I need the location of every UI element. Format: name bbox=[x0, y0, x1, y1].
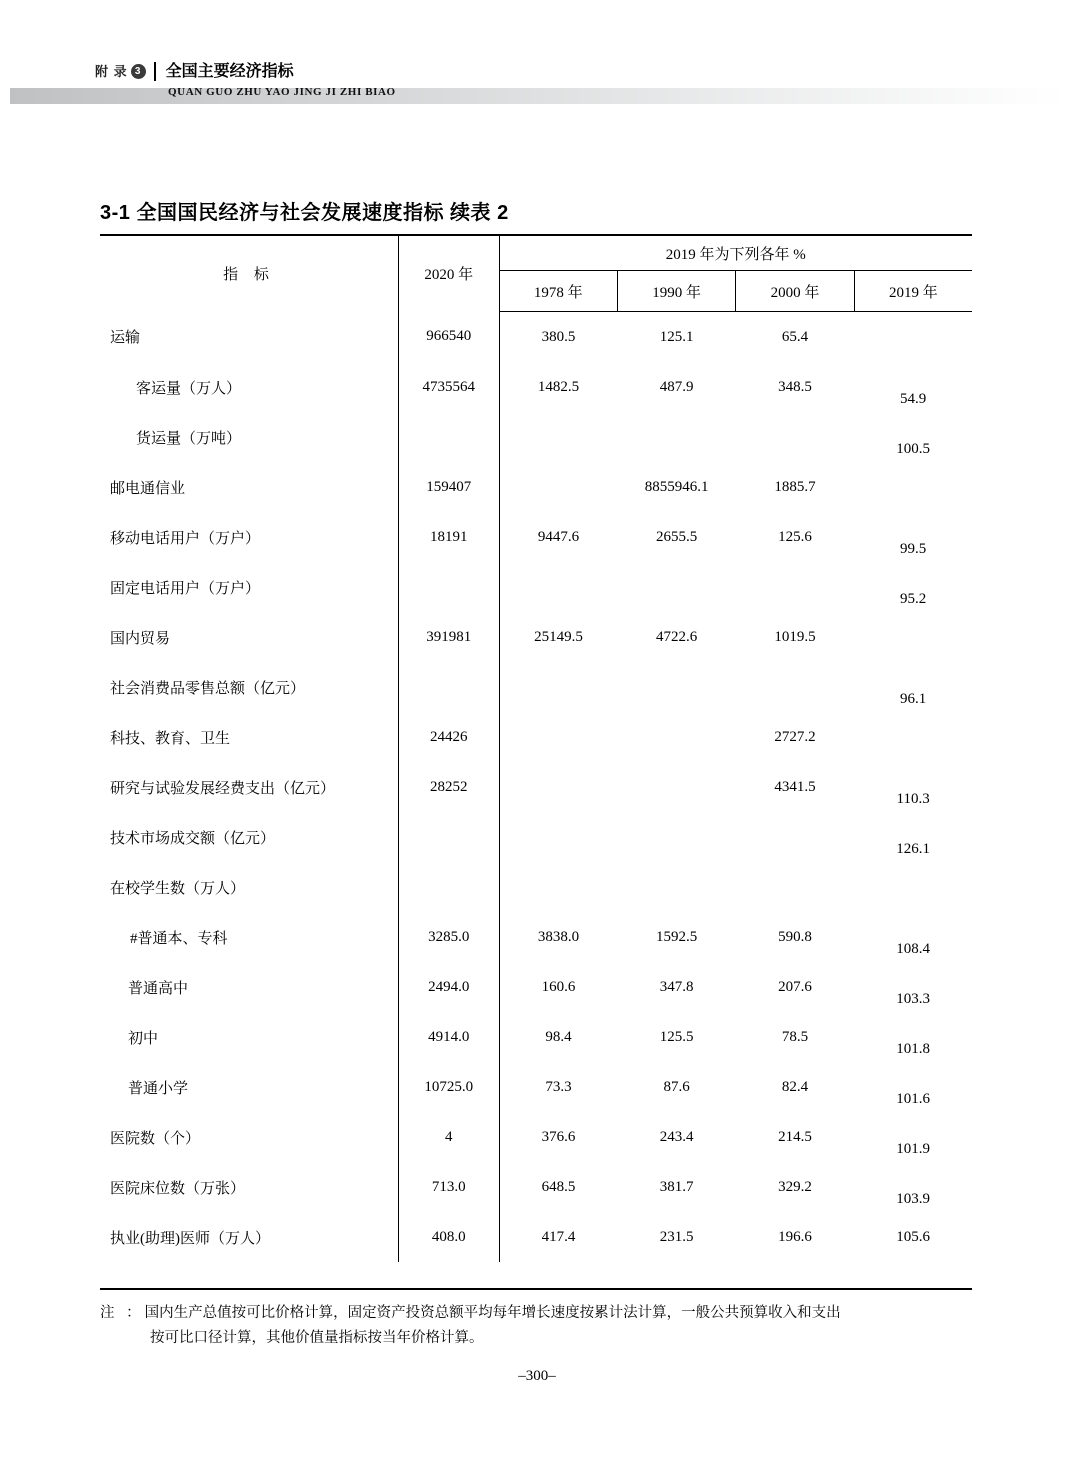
row-label: #普通本、专科 bbox=[100, 912, 398, 962]
cell-1990 bbox=[617, 862, 736, 912]
cell-2020: 391981 bbox=[398, 612, 499, 662]
table-row bbox=[100, 662, 972, 712]
cell-1978: 376.6 bbox=[541, 1128, 576, 1145]
cell-2020: 28252 bbox=[398, 762, 499, 812]
column-header-2000: 2000 年 bbox=[736, 271, 854, 312]
cell-2019: 101.9 bbox=[896, 1140, 930, 1157]
cell-2000 bbox=[736, 662, 854, 712]
column-header-1990: 1990 年 bbox=[617, 271, 736, 312]
table-row bbox=[100, 762, 972, 812]
cell-2019: 99.5 bbox=[899, 540, 927, 557]
cell-1978: 25149.5 bbox=[534, 628, 583, 645]
column-header-indicator: 指 标 bbox=[100, 235, 398, 312]
cell-2000: 348.5 bbox=[778, 378, 812, 395]
note-line-2: 按可比口径计算，其他价值量指标按当年价格计算。 bbox=[150, 1330, 484, 1346]
cell-2019: 103.3 bbox=[896, 990, 930, 1007]
cell-2020: 4735564 bbox=[398, 362, 499, 412]
cell-2020 bbox=[398, 412, 499, 462]
header-inner bbox=[95, 62, 294, 81]
cell-2019: 108.4 bbox=[896, 940, 930, 957]
cell-1978: 160.6 bbox=[541, 978, 576, 995]
table-row bbox=[100, 862, 972, 912]
cell-1978: 380.5 bbox=[541, 328, 576, 345]
column-header-1978: 1978 年 bbox=[499, 271, 617, 312]
cell-2000: 78.5 bbox=[781, 1028, 809, 1045]
cell-2020: 24426 bbox=[398, 712, 499, 762]
row-label: 科技、教育、卫生 bbox=[100, 712, 398, 762]
cell-2019: 54.9 bbox=[899, 390, 927, 407]
cell-2020 bbox=[398, 662, 499, 712]
cell-2000: 2727.2 bbox=[774, 728, 816, 745]
table-row bbox=[100, 712, 972, 762]
cell-1978 bbox=[499, 662, 617, 712]
cell-1990 bbox=[617, 662, 736, 712]
row-label: 固定电话用户（万户） bbox=[100, 562, 398, 612]
cell-1990 bbox=[617, 762, 736, 812]
cell-1990 bbox=[617, 562, 736, 612]
page-header bbox=[0, 62, 1074, 108]
cell-2000: 65.4 bbox=[781, 328, 809, 345]
cell-2020: 713.0 bbox=[398, 1162, 499, 1212]
page-number: –300– bbox=[518, 1368, 556, 1384]
cell-1978 bbox=[499, 462, 617, 512]
cell-1978 bbox=[499, 812, 617, 862]
appendix-tag bbox=[95, 62, 156, 81]
note-label: 注 ： bbox=[100, 1305, 145, 1321]
cell-1978: 9447.6 bbox=[537, 528, 580, 545]
cell-2020: 408.0 bbox=[398, 1212, 499, 1262]
table-row bbox=[100, 562, 972, 612]
table-row bbox=[100, 962, 972, 1012]
cell-1990: 2655.5 bbox=[656, 528, 698, 545]
cell-2000: 82.4 bbox=[781, 1078, 809, 1095]
row-label: 在校学生数（万人） bbox=[100, 862, 398, 912]
row-label: 移动电话用户（万户） bbox=[100, 512, 398, 562]
cell-1978: 3838.0 bbox=[537, 928, 580, 945]
cell-1978: 417.4 bbox=[541, 1228, 576, 1245]
page-title: 3-1 全国国民经济与社会发展速度指标 续表 2 bbox=[100, 202, 509, 224]
cell-2019: 103.9 bbox=[896, 1190, 930, 1207]
table-note bbox=[100, 1301, 980, 1351]
cell-1978 bbox=[499, 762, 617, 812]
column-header-2019: 2019 年 bbox=[854, 271, 972, 312]
row-label: 普通小学 bbox=[100, 1062, 398, 1112]
cell-1990: 347.8 bbox=[659, 978, 694, 995]
row-label: 普通高中 bbox=[100, 962, 398, 1012]
cell-2019: 101.8 bbox=[896, 1040, 930, 1057]
cell-2000 bbox=[736, 412, 854, 462]
statistics-table bbox=[100, 234, 972, 1262]
header-title-pinyin: QUAN GUO ZHU YAO JING JI ZHI BIAO bbox=[168, 86, 396, 98]
cell-1990 bbox=[617, 412, 736, 462]
cell-2020 bbox=[398, 862, 499, 912]
cell-1990 bbox=[617, 812, 736, 862]
cell-2020: 159407 bbox=[398, 462, 499, 512]
table-header bbox=[100, 235, 972, 312]
cell-1978 bbox=[499, 712, 617, 762]
cell-1978: 98.4 bbox=[545, 1028, 572, 1045]
cell-1978: 648.5 bbox=[541, 1178, 576, 1195]
table-row bbox=[100, 312, 972, 363]
table-row bbox=[100, 1112, 972, 1162]
table-row bbox=[100, 362, 972, 412]
column-header-2020: 2020 年 bbox=[398, 235, 499, 312]
table-row bbox=[100, 1062, 972, 1112]
cell-2000 bbox=[736, 562, 854, 612]
table-row bbox=[100, 412, 972, 462]
cell-2020 bbox=[398, 562, 499, 612]
cell-2019: 101.6 bbox=[896, 1090, 930, 1107]
row-label: 运输 bbox=[100, 312, 398, 363]
table-row bbox=[100, 462, 972, 512]
cell-2000: 590.8 bbox=[778, 928, 812, 945]
cell-2019: 110.3 bbox=[896, 790, 930, 807]
row-label: 医院数（个） bbox=[100, 1112, 398, 1162]
cell-2000 bbox=[736, 812, 854, 862]
cell-1990: 4722.6 bbox=[656, 628, 698, 645]
cell-2020: 2494.0 bbox=[398, 962, 499, 1012]
cell-2020: 4914.0 bbox=[398, 1012, 499, 1062]
cell-2000 bbox=[736, 862, 854, 912]
cell-1990: 1592.5 bbox=[656, 928, 698, 945]
row-label: 技术市场成交额（亿元） bbox=[100, 812, 398, 862]
cell-1990 bbox=[617, 712, 736, 762]
header-title: 全国主要经济指标 bbox=[165, 63, 294, 80]
cell-2019 bbox=[854, 312, 972, 363]
row-label: 执业(助理)医师（万人） bbox=[100, 1212, 398, 1262]
cell-1990: 8855946.1 bbox=[644, 478, 709, 495]
cell-2000: 1885.7 bbox=[774, 478, 816, 495]
cell-2000: 4341.5 bbox=[774, 778, 816, 795]
cell-2019: 100.5 bbox=[896, 440, 930, 457]
appendix-number: 3 bbox=[131, 64, 146, 79]
table-row bbox=[100, 512, 972, 562]
cell-2019: 105.6 bbox=[896, 1228, 930, 1245]
table-header-row-top bbox=[100, 235, 972, 271]
cell-2020 bbox=[398, 812, 499, 862]
cell-2000: 196.6 bbox=[778, 1228, 812, 1245]
table-row bbox=[100, 812, 972, 862]
cell-1978 bbox=[499, 562, 617, 612]
table-row bbox=[100, 1162, 972, 1212]
cell-1978: 73.3 bbox=[545, 1078, 572, 1095]
row-label: 国内贸易 bbox=[100, 612, 398, 662]
cell-1978: 1482.5 bbox=[537, 378, 580, 395]
cell-2000: 214.5 bbox=[778, 1128, 812, 1145]
cell-2000: 329.2 bbox=[778, 1178, 812, 1195]
row-label: 客运量（万人） bbox=[100, 362, 398, 412]
cell-2019: 126.1 bbox=[896, 840, 930, 857]
table-row bbox=[100, 912, 972, 962]
table-row bbox=[100, 1212, 972, 1262]
cell-1990: 243.4 bbox=[659, 1128, 694, 1145]
cell-1978 bbox=[499, 862, 617, 912]
cell-1990: 487.9 bbox=[659, 378, 694, 395]
cell-1978 bbox=[499, 412, 617, 462]
table-bottom-rule bbox=[100, 1288, 972, 1290]
row-label: 货运量（万吨） bbox=[100, 412, 398, 462]
note-line-1: 国内生产总值按可比价格计算，固定资产投资总额平均每年增长速度按累计法计算，一般公共预算收入和支出 bbox=[144, 1305, 841, 1321]
cell-2000: 207.6 bbox=[778, 978, 812, 995]
cell-2000: 1019.5 bbox=[774, 628, 816, 645]
cell-1990: 231.5 bbox=[659, 1228, 694, 1245]
table-row bbox=[100, 1012, 972, 1062]
column-header-group: 2019 年为下列各年 % bbox=[499, 235, 972, 271]
cell-1990: 125.5 bbox=[659, 1028, 694, 1045]
cell-2000: 125.6 bbox=[778, 528, 812, 545]
cell-2020: 4 bbox=[398, 1112, 499, 1162]
cell-2019: 96.1 bbox=[899, 690, 927, 707]
table-body bbox=[100, 312, 972, 1263]
row-label: 初中 bbox=[100, 1012, 398, 1062]
row-label: 社会消费品零售总额（亿元） bbox=[100, 662, 398, 712]
cell-2020: 10725.0 bbox=[398, 1062, 499, 1112]
row-label: 研究与试验发展经费支出（亿元） bbox=[100, 762, 398, 812]
cell-1990: 87.6 bbox=[663, 1078, 690, 1095]
cell-2020: 3285.0 bbox=[398, 912, 499, 962]
cell-2019: 95.2 bbox=[899, 590, 927, 607]
row-label: 医院床位数（万张） bbox=[100, 1162, 398, 1212]
appendix-label: 附 录 bbox=[95, 64, 128, 79]
table-row bbox=[100, 612, 972, 662]
cell-1990: 381.7 bbox=[659, 1178, 694, 1195]
cell-2020: 966540 bbox=[398, 312, 499, 363]
cell-1990: 125.1 bbox=[659, 328, 694, 345]
cell-2020: 18191 bbox=[398, 512, 499, 562]
row-label: 邮电通信业 bbox=[100, 462, 398, 512]
